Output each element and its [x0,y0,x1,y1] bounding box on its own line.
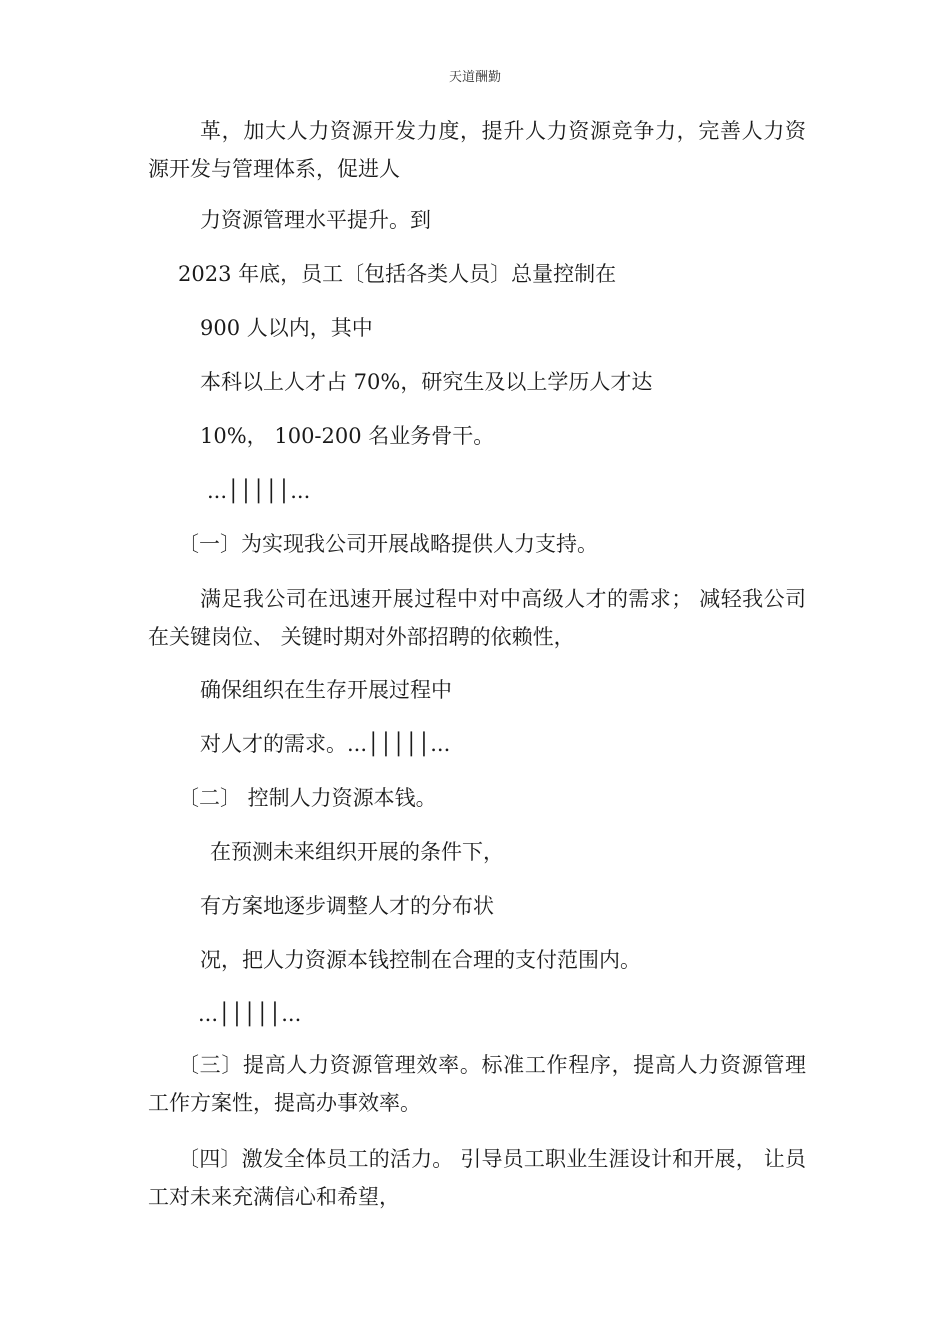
paragraph-talent-development: 革，加大人力资源开发力度，提升人力资源竞争力，完善人力资源开发与管理体系，促进人 [148,119,806,181]
text-line-degree-ratio: 本科以上人才占 70%，研究生及以上学历人才达 [200,370,653,394]
text-line: 对人才的需求。...│││││... [200,732,451,756]
text-line-staff-total: 2023 年底，员工〔包括各类人员〕总量控制在 [178,262,617,286]
paragraph-talent-demand: 满足我公司在迅速开展过程中对中高级人才的需求； 减轻我公司在关键岗位、 关键时期对外部招聘的依赖性， [148,587,806,649]
section-heading-2: 〔二〕 控制人力资源本钱。 [178,786,437,810]
text-line: 况，把人力资源本钱控制在合理的支付范围内。 [200,948,641,972]
section-heading-1: 〔一〕为实现我公司开展战略提供人力支持。 [178,532,598,556]
text-line-headcount: 900 人以内，其中 [200,316,373,340]
text-line: 确保组织在生存开展过程中 [200,678,452,702]
section-paragraph-4: 〔四〕激发全体员工的活力。 引导员工职业生涯设计和开展， 让员工对未来充满信心和希望， [148,1147,806,1209]
text-line: 有方案地逐步调整人才的分布状 [200,894,494,918]
text-line: 力资源管理水平提升。到 [200,208,431,232]
section-paragraph-3: 〔三〕提高人力资源管理效率。标准工作程序，提高人力资源管理工作方案性，提高办事效率。 [148,1053,806,1115]
text-line: 在预测未来组织开展的条件下， [210,840,504,864]
text-line-backbone: 10%， 100-200 名业务骨干。 [200,424,495,448]
separator-ellipsis: ...│││││... [198,1002,302,1026]
separator-ellipsis: ...│││││... [207,479,311,503]
page-header: 天道酬勤 [448,70,501,85]
